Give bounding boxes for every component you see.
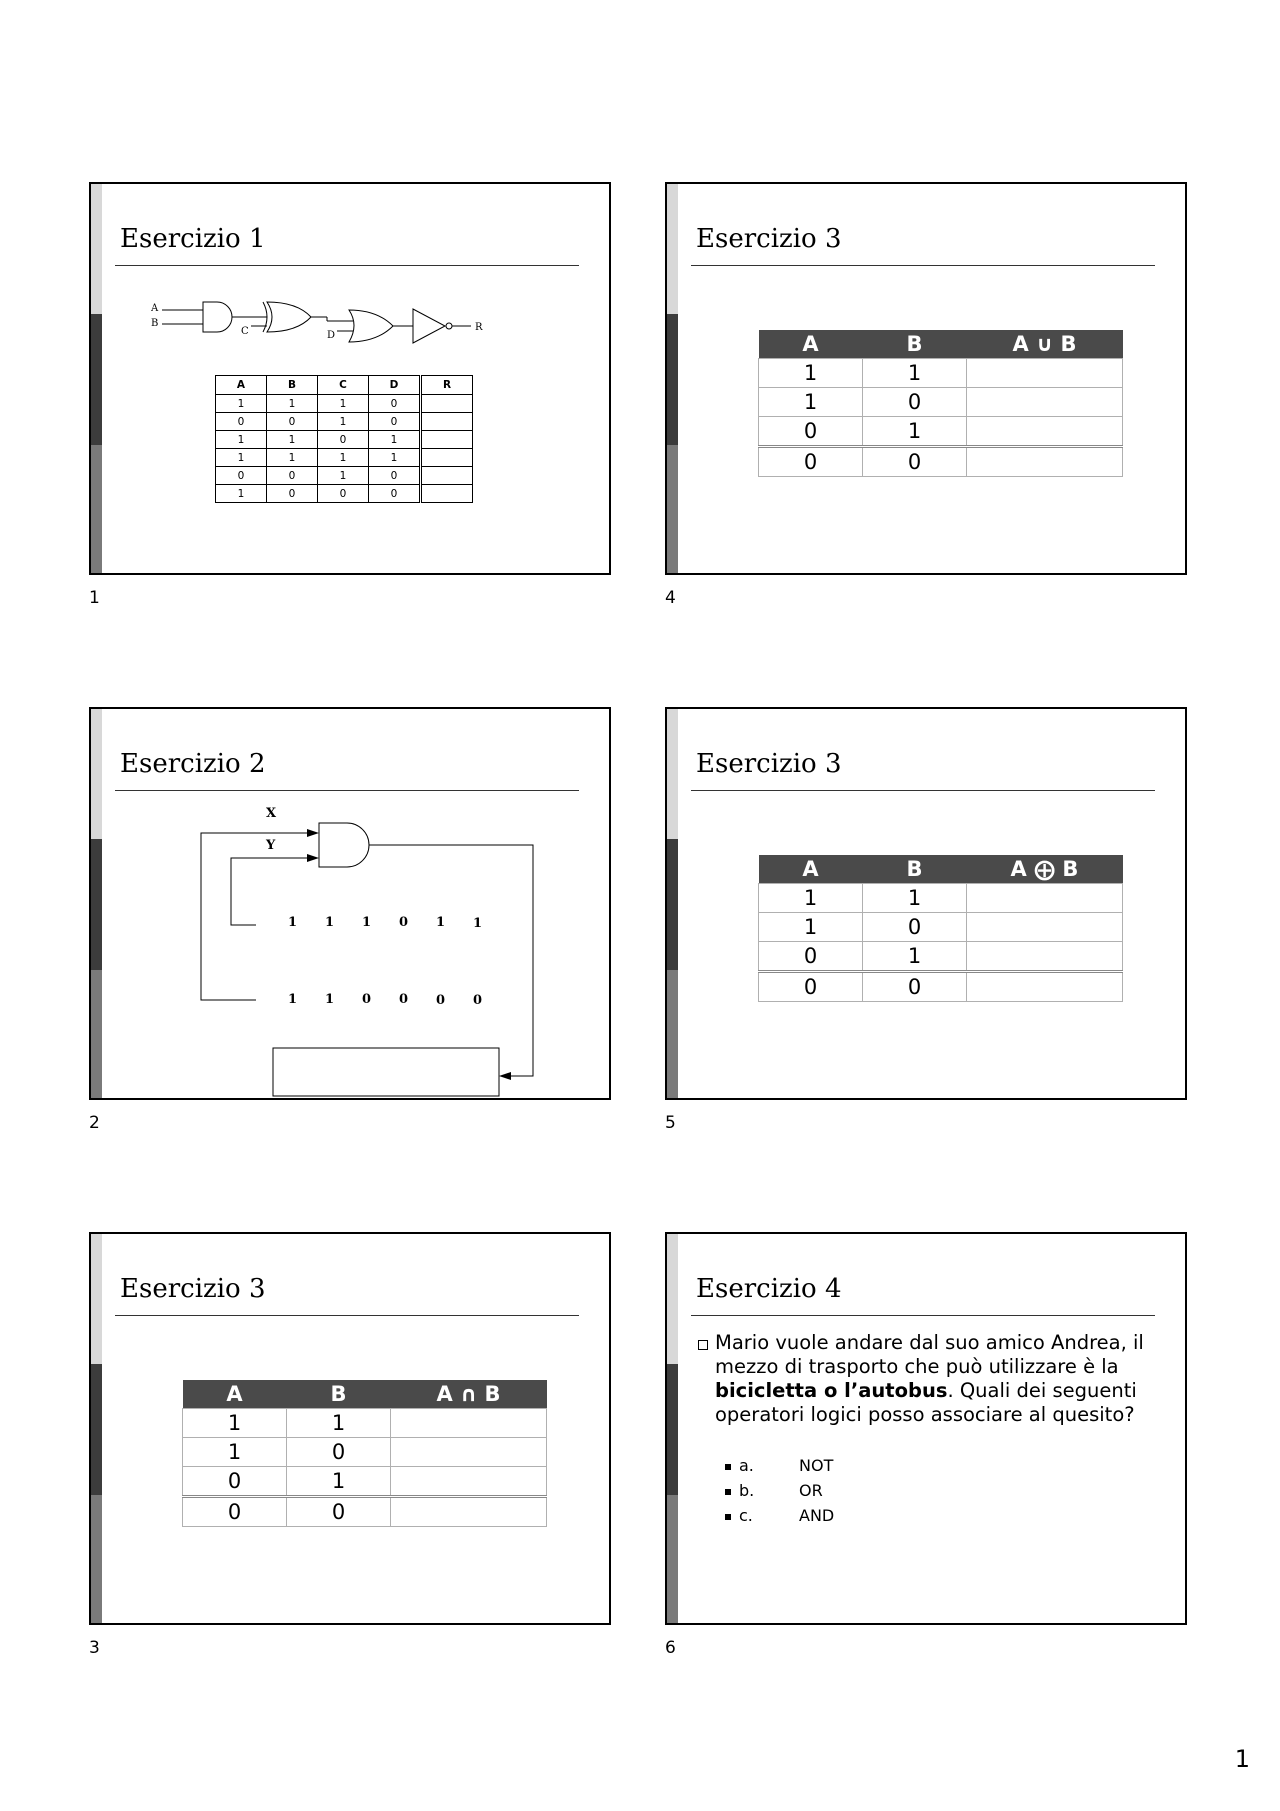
logic-circuit-diagram [151,298,551,348]
slide-accent-bar [667,1495,678,1625]
table-row [759,884,1123,913]
table-cell: 1 [287,1467,391,1497]
table-cell: 1 [318,395,369,413]
table-cell: 0 [863,913,967,942]
slide-accent-bar [667,184,678,314]
table-cell: 1 [759,359,863,388]
bit-bottom: 1 [288,992,298,1007]
table-cell: 0 [267,413,318,431]
union-truth-table [758,330,1123,477]
table-cell: 1 [369,431,421,449]
title-divider [115,1315,579,1316]
table-cell: 0 [267,485,318,503]
table-cell: 1 [216,485,267,503]
arrow-head-output [499,1072,511,1080]
table-cell: 1 [318,467,369,485]
table-cell: 0 [318,431,369,449]
table-cell: 0 [369,413,421,431]
slide-1 [89,182,611,575]
table-cell: 1 [863,942,967,972]
slide-title: Esercizio 3 [120,1274,266,1304]
answer-option [725,1506,834,1525]
bit-bottom: 0 [399,992,409,1007]
table-row [216,413,473,431]
table-cell [421,485,473,503]
slide-title: Esercizio 1 [120,224,266,254]
label-a: A [151,303,159,314]
slide-accent-bar [91,1234,102,1364]
label-b: B [151,318,159,329]
table-cell: 0 [183,1497,287,1527]
table-row [216,449,473,467]
column-header: R [421,376,473,395]
table-cell: 1 [863,884,967,913]
column-header: B [267,376,318,395]
table-cell: 0 [759,942,863,972]
table-cell: 1 [318,413,369,431]
table-row [183,1409,547,1438]
intersection-truth-table [182,1380,547,1527]
circuit-truth-table [215,375,473,503]
slide-accent-bar [91,314,102,445]
table-cell: 0 [318,485,369,503]
table-cell: 0 [287,1497,391,1527]
slide-accent-bar [667,445,678,575]
label-y: Y [266,838,276,853]
bit-bottom: 1 [325,992,335,1007]
arrow-head-x [307,829,319,837]
column-header: C [318,376,369,395]
table-cell: 1 [267,395,318,413]
table-row [759,417,1123,447]
slide-number: 2 [89,1113,100,1133]
table-row [183,1438,547,1467]
slide-accent-bar [91,445,102,575]
bit-bottom: 0 [473,993,483,1008]
slide-3 [89,1232,611,1625]
slide-title: Esercizio 2 [120,749,266,779]
slide-title: Esercizio 4 [696,1274,842,1304]
slide-accent-bar [667,1234,678,1364]
title-divider [691,1315,1155,1316]
slide-6 [665,1232,1187,1625]
table-cell: 1 [183,1409,287,1438]
slide-number: 5 [665,1113,676,1133]
table-cell [967,447,1123,477]
table-cell: 0 [369,395,421,413]
table-row [216,467,473,485]
table-cell: 1 [369,449,421,467]
table-cell: 1 [759,884,863,913]
table-cell: 1 [267,449,318,467]
column-header: A ∪ B [967,330,1123,359]
option-text: OR [799,1481,823,1500]
table-row [216,395,473,413]
bit-top: 1 [473,916,483,931]
square-bullet-icon [698,1340,708,1350]
title-divider [115,265,579,266]
column-header: B [863,855,967,884]
or-gate-icon [349,310,393,342]
table-cell: 1 [216,395,267,413]
table-cell [967,388,1123,417]
slide-5 [665,707,1187,1100]
table-cell: 1 [216,449,267,467]
table-cell: 1 [759,388,863,417]
table-cell: 1 [267,431,318,449]
table-row [759,388,1123,417]
table-cell: 0 [863,388,967,417]
page-number: 1 [1234,1745,1250,1773]
bit-top: 1 [325,915,335,930]
bullet-icon [725,1464,731,1470]
table-row [759,447,1123,477]
table-cell: 0 [759,447,863,477]
bit-bottom: 0 [436,993,446,1008]
arrow-head-y [307,854,319,862]
table-cell: 1 [287,1409,391,1438]
answer-option [725,1481,823,1500]
title-divider [691,265,1155,266]
table-row [216,431,473,449]
slide-accent-bar [667,1364,678,1495]
column-header: A ⨁ B [967,855,1123,884]
table-cell [967,359,1123,388]
table-row [183,1497,547,1527]
bullet-icon [725,1514,731,1520]
question-text [715,1331,1165,1427]
question-text-end: . Quali dei seguenti operatori logici posso associare al quesito? [715,1379,1137,1426]
slide-accent-bar [91,184,102,314]
table-cell: 0 [183,1467,287,1497]
option-letter: a. [739,1456,754,1475]
table-row [216,485,473,503]
column-header: B [863,330,967,359]
bit-bottom: 0 [362,992,372,1007]
table-cell: 1 [759,913,863,942]
option-text: NOT [799,1456,834,1475]
slide-accent-bar [667,314,678,445]
label-r: R [475,322,483,333]
question-text-emphasis: bicicletta o l’autobus [715,1379,948,1402]
table-cell: 0 [369,467,421,485]
label-c: C [241,326,249,337]
table-cell [391,1497,547,1527]
table-row [759,942,1123,972]
table-cell: 0 [863,447,967,477]
slide-title: Esercizio 3 [696,224,842,254]
table-cell: 0 [759,417,863,447]
table-cell [421,395,473,413]
answer-option [725,1456,833,1475]
table-cell [421,431,473,449]
table-row [759,972,1123,1002]
slide-title: Esercizio 3 [696,749,842,779]
option-letter: c. [739,1506,753,1525]
slide-2 [89,707,611,1100]
label-d: D [327,330,336,341]
column-header: A ∩ B [391,1380,547,1409]
bit-top: 1 [288,915,298,930]
table-cell: 1 [216,431,267,449]
table-cell [391,1467,547,1497]
table-cell [391,1409,547,1438]
table-cell [421,449,473,467]
and-gate-icon [319,823,369,867]
table-row [183,1467,547,1497]
table-row [759,359,1123,388]
and-gate-icon [203,302,232,332]
table-cell [967,913,1123,942]
table-cell: 0 [216,413,267,431]
table-cell: 0 [216,467,267,485]
column-header: A [759,330,863,359]
slide-accent-bar [667,839,678,970]
table-cell: 1 [863,359,967,388]
bit-top: 0 [399,915,409,930]
table-cell: 1 [863,417,967,447]
table-cell: 0 [267,467,318,485]
option-letter: b. [739,1481,755,1500]
table-cell [967,884,1123,913]
bullet-icon [725,1489,731,1495]
slide-accent-bar [91,1364,102,1495]
output-wire [369,845,533,1076]
slide-4 [665,182,1187,575]
label-x: X [266,806,277,821]
and-gate-feedback-diagram [91,709,611,1099]
table-cell [967,417,1123,447]
table-cell [967,972,1123,1002]
output-box [273,1048,499,1096]
table-row [759,913,1123,942]
slide-accent-bar [667,709,678,839]
column-header: A [183,1380,287,1409]
slide-number: 1 [89,588,100,608]
bit-top: 1 [362,915,372,930]
not-gate-icon [413,309,445,343]
table-cell [967,942,1123,972]
table-cell [391,1438,547,1467]
option-text: AND [799,1506,835,1525]
inverter-bubble [446,323,452,329]
y-input-wire [231,858,309,925]
table-cell [421,413,473,431]
table-cell: 0 [287,1438,391,1467]
table-cell [421,467,473,485]
table-cell: 0 [759,972,863,1002]
table-cell: 0 [863,972,967,1002]
table-cell: 1 [318,449,369,467]
question-text-start: Mario vuole andare dal suo amico Andrea, il mezzo di trasporto che può utilizzare è la [715,1331,1144,1378]
column-header: B [287,1380,391,1409]
table-cell: 1 [183,1438,287,1467]
slide-number: 4 [665,588,676,608]
xor-truth-table [758,855,1123,1002]
bit-top: 1 [436,915,446,930]
slide-number: 3 [89,1638,100,1658]
slide-accent-bar [667,970,678,1100]
title-divider [691,790,1155,791]
column-header: D [369,376,421,395]
slide-accent-bar [91,1495,102,1625]
column-header: A [216,376,267,395]
column-header: A [759,855,863,884]
table-cell: 0 [369,485,421,503]
slide-number: 6 [665,1638,676,1658]
xor-gate-icon [267,302,311,332]
